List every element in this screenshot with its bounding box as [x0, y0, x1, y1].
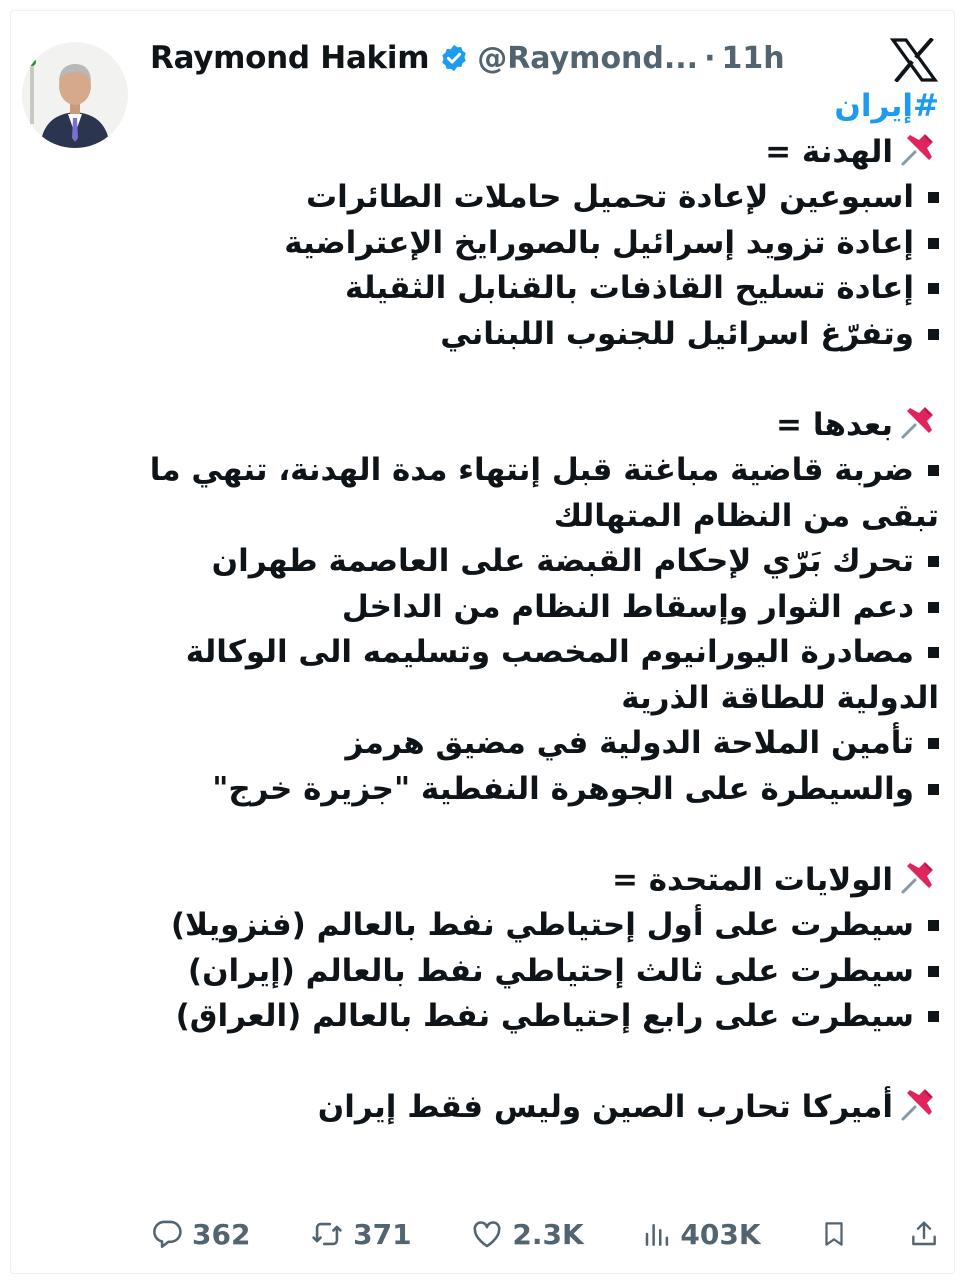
tweet-bullet-line: [139, 585, 939, 631]
paragraph-gap: [139, 1040, 939, 1086]
tweet-bullet-line: [139, 539, 939, 585]
tweet-bullet-line: [139, 448, 939, 539]
like-count: 2.3K: [512, 1217, 584, 1251]
tweet-header: [150, 38, 785, 78]
tweet-line-text: الولايات المتحدة =: [611, 861, 893, 898]
bullet-square-icon: [928, 602, 939, 613]
tweet-line-text: مصادرة اليورانيوم المخصب وتسليمه الى الوكالة الدولية للطاقة الذرية: [185, 634, 939, 716]
tweet-bullet-line: [139, 266, 939, 312]
verified-badge-icon: [439, 43, 469, 73]
tweet-line-text: إعادة تسليح القاذفات بالقنابل الثقيلة: [344, 270, 914, 306]
bullet-square-icon: [928, 784, 939, 795]
tweet-body: [139, 84, 939, 1131]
bullet-square-icon: [928, 920, 939, 931]
bullet-square-icon: [928, 329, 939, 340]
tweet-line-text: بعدها =: [776, 406, 893, 443]
tweet-bullet-line: [139, 221, 939, 267]
bullet-square-icon: [928, 738, 939, 749]
pushpin-icon: [899, 862, 939, 894]
tweet-line-text: إعادة تزويد إسرائيل بالصورايخ الإعتراضية: [284, 224, 914, 261]
paragraph-gap: [139, 357, 939, 403]
view-count: 403K: [680, 1217, 761, 1251]
views-icon: [642, 1217, 672, 1251]
tweet-bullet-line: [139, 630, 939, 721]
bullet-square-icon: [928, 556, 939, 567]
tweet-line-text: سيطرت على أول إحتياطي نفط بالعالم (فنزويلا): [170, 907, 914, 943]
tweet-line-text: أميركا تحارب الصين وليس فقط إيران: [317, 1089, 893, 1125]
tweet-bullet-line: [139, 994, 939, 1040]
paragraph-gap: [139, 812, 939, 858]
tweet-text-lines: [139, 130, 939, 1131]
reply-count: 362: [192, 1217, 251, 1251]
bookmark-icon: [819, 1217, 849, 1251]
tweet-line-text: ضربة قاضية مباغتة قبل إنتهاء مدة الهدنة، تنهي ما تبقى من النظام المتهالك: [149, 452, 939, 534]
repost-button[interactable]: [309, 1217, 411, 1251]
bullet-square-icon: [928, 1011, 939, 1022]
tweet-bullet-line: [139, 312, 939, 358]
bullet-square-icon: [928, 465, 939, 476]
tweet-bullet-line: [139, 949, 939, 995]
tweet-heading-line: [139, 858, 939, 904]
tweet-timestamp[interactable]: 11h: [721, 40, 785, 76]
tweet-heading-line: [139, 1085, 939, 1131]
tweet-line-text: وتفرّغ اسرائيل للجنوب اللبناني: [440, 315, 914, 352]
tweet-line-text: والسيطرة على الجوهرة النفطية "جزيرة خرج": [212, 770, 914, 807]
reply-button[interactable]: [150, 1217, 250, 1251]
tweet-line-text: سيطرت على ثالث إحتياطي نفط بالعالم (إيران): [187, 952, 914, 989]
share-icon: [908, 1217, 940, 1251]
bookmark-button[interactable]: [819, 1217, 849, 1251]
action-bar: [150, 1210, 940, 1258]
tweet-bullet-line: [139, 721, 939, 767]
repost-icon: [309, 1217, 345, 1251]
header-separator: ·: [704, 40, 716, 76]
bullet-square-icon: [928, 192, 939, 203]
x-logo-icon: [890, 38, 938, 82]
bullet-square-icon: [928, 283, 939, 294]
avatar[interactable]: [22, 42, 128, 148]
pushpin-icon: [899, 1089, 939, 1121]
tweet-line-text: اسبوعين لإعادة تحميل حاملات الطائرات: [306, 179, 914, 215]
tweet-heading-line: [139, 403, 939, 449]
heart-icon: [470, 1217, 504, 1251]
author-name[interactable]: Raymond Hakim: [150, 40, 430, 76]
tweet-line-text: تأمين الملاحة الدولية في مضيق هرمز: [345, 725, 914, 761]
author-handle[interactable]: @Raymond...: [477, 40, 699, 76]
tweet-bullet-line: [139, 903, 939, 949]
views-button[interactable]: [642, 1217, 760, 1251]
repost-count: 371: [353, 1217, 412, 1251]
reply-icon: [150, 1217, 184, 1251]
tweet-line-text: سيطرت على رابع إحتياطي نفط بالعالم (العراق): [175, 998, 914, 1034]
bullet-square-icon: [928, 238, 939, 249]
bullet-square-icon: [928, 966, 939, 977]
tweet-heading-line: [139, 130, 939, 176]
share-button[interactable]: [908, 1217, 940, 1251]
tweet-line-text: الهدنة =: [765, 133, 893, 170]
bullet-square-icon: [928, 647, 939, 658]
pushpin-icon: [899, 407, 939, 439]
tweet-line: [139, 84, 939, 130]
tweet-bullet-line: [139, 175, 939, 221]
pushpin-icon: [899, 134, 939, 166]
tweet-line-text: دعم الثوار وإسقاط النظام من الداخل: [341, 588, 914, 625]
like-button[interactable]: [470, 1217, 583, 1251]
hashtag-link[interactable]: #إيران: [834, 88, 939, 124]
tweet-bullet-line: [139, 767, 939, 813]
tweet-line-text: تحرك بَرّي لإحكام القبضة على العاصمة طهران: [211, 543, 914, 579]
